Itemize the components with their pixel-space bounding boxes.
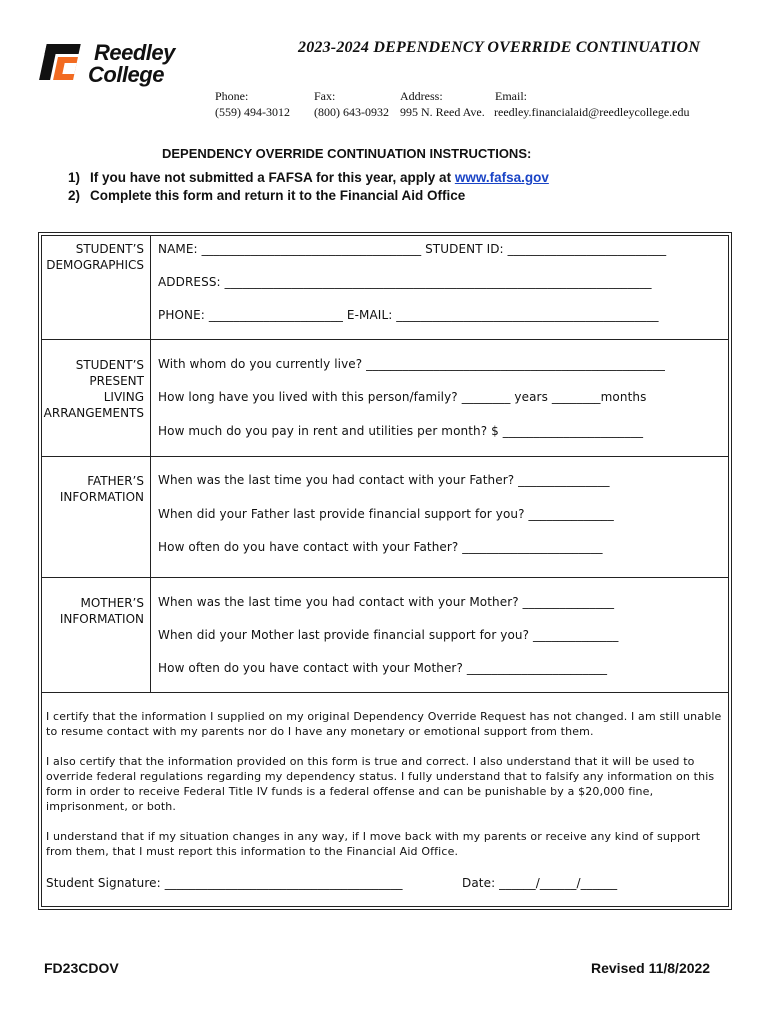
mother-last-contact-field[interactable]: When was the last time you had contact with your Mother? _______________ bbox=[158, 595, 615, 609]
duration-lived-field[interactable]: How long have you lived with this person/family? ________ years ________months bbox=[158, 390, 647, 404]
label-line: INFORMATION bbox=[59, 490, 144, 504]
instruction-item-2 bbox=[68, 188, 465, 203]
section-label-mother bbox=[60, 595, 144, 627]
student-signature-field[interactable]: Student Signature: _______________________________________ bbox=[46, 876, 403, 890]
instruction-number: 1) bbox=[68, 170, 81, 185]
contact-email-value: reedley.financialaid@reedleycollege.edu bbox=[494, 105, 690, 119]
contact-fax bbox=[314, 88, 389, 120]
section-divider-vertical bbox=[150, 235, 151, 693]
father-support-field[interactable]: When did your Father last provide financial support for you? ______________ bbox=[158, 507, 614, 521]
father-last-contact-field[interactable]: When was the last time you had contact with your Father? _______________ bbox=[158, 473, 610, 487]
contact-phone-label: Phone: bbox=[215, 89, 249, 103]
svg-text:Reedley: Reedley bbox=[94, 40, 175, 65]
label-line: ARRANGEMENTS bbox=[43, 406, 144, 420]
contact-email bbox=[494, 88, 690, 120]
contact-fax-label: Fax: bbox=[314, 89, 336, 103]
instruction-text: Complete this form and return it to the Financial Aid Office bbox=[90, 188, 466, 203]
contact-phone bbox=[215, 88, 290, 120]
section-divider bbox=[41, 577, 729, 578]
father-contact-frequency-field[interactable]: How often do you have contact with your Father? _______________________ bbox=[158, 540, 603, 554]
contact-email-label: Email: bbox=[495, 89, 527, 103]
label-line: MOTHER’S bbox=[80, 596, 144, 610]
document-title: 2023-2024 DEPENDENCY OVERRIDE CONTINUATION bbox=[298, 39, 701, 56]
section-divider bbox=[41, 339, 729, 340]
form-code: FD23CDOV bbox=[44, 960, 119, 976]
section-label-demographics bbox=[46, 241, 144, 273]
label-line: PRESENT bbox=[89, 374, 144, 388]
instruction-text: If you have not submitted a FAFSA for this year, apply at bbox=[90, 170, 455, 185]
section-label-father bbox=[60, 473, 144, 505]
contact-phone-value: (559) 494-3012 bbox=[215, 105, 290, 119]
label-line: DEMOGRAPHICS bbox=[46, 258, 144, 272]
section-divider bbox=[41, 692, 729, 693]
instruction-number: 2) bbox=[68, 188, 81, 203]
mother-support-field[interactable]: When did your Mother last provide financial support for you? ______________ bbox=[158, 628, 619, 642]
instruction-item-1 bbox=[68, 170, 549, 185]
label-line: INFORMATION bbox=[59, 612, 144, 626]
svg-text:College: College bbox=[88, 62, 164, 87]
label-line: STUDENT’S bbox=[75, 358, 144, 372]
section-divider bbox=[41, 456, 729, 457]
label-line: LIVING bbox=[103, 390, 144, 404]
contact-address-value: 995 N. Reed Ave. bbox=[400, 105, 485, 119]
certification-paragraph-2: I also certify that the information provided on this form is true and correct. I also understand that it will be used to override federal regulations regarding my dependency status. I fully understand that to falsify any information on this form in order to receive Federal Title IV funds is a federal offense and can be punishable by a $20,000 fine, imprisonment, or both. bbox=[46, 755, 715, 813]
name-student-id-field[interactable]: NAME: ____________________________________ STUDENT ID: __________________________ bbox=[158, 242, 667, 256]
rent-utilities-field[interactable]: How much do you pay in rent and utilities per month? $ _______________________ bbox=[158, 424, 644, 438]
contact-address bbox=[400, 88, 485, 120]
contact-fax-value: (800) 643-0932 bbox=[314, 105, 389, 119]
certification-paragraph-1: I certify that the information I supplied on my original Dependency Override Request has not changed. I am still unable to resume contact with my parents nor do I have any monetary or emotional support from them. bbox=[46, 710, 722, 738]
section-label-living-arrangements bbox=[44, 357, 144, 421]
contact-address-label: Address: bbox=[400, 89, 443, 103]
address-field[interactable]: ADDRESS: ______________________________________________________________________ bbox=[158, 275, 652, 289]
label-line: FATHER’S bbox=[87, 474, 144, 488]
revised-date: Revised 11/8/2022 bbox=[591, 960, 711, 976]
certification-paragraph-3: I understand that if my situation changes in any way, if I move back with my parents or receive any kind of support from them, that I must report this information to the Financial Aid Office. bbox=[46, 830, 701, 858]
label-line: STUDENT’S bbox=[75, 242, 144, 256]
phone-email-field[interactable]: PHONE: ______________________ E-MAIL: ___________________________________________ bbox=[158, 308, 659, 322]
fafsa-link[interactable]: www.fafsa.gov bbox=[454, 170, 549, 185]
currently-live-with-field[interactable]: With whom do you currently live? _________________________________________________ bbox=[158, 357, 666, 371]
reedley-college-logo bbox=[36, 38, 216, 88]
instructions-heading: DEPENDENCY OVERRIDE CONTINUATION INSTRUCTIONS: bbox=[162, 146, 532, 161]
mother-contact-frequency-field[interactable]: How often do you have contact with your Mother? _______________________ bbox=[158, 661, 608, 675]
date-field[interactable]: Date: ______/______/______ bbox=[462, 876, 618, 890]
